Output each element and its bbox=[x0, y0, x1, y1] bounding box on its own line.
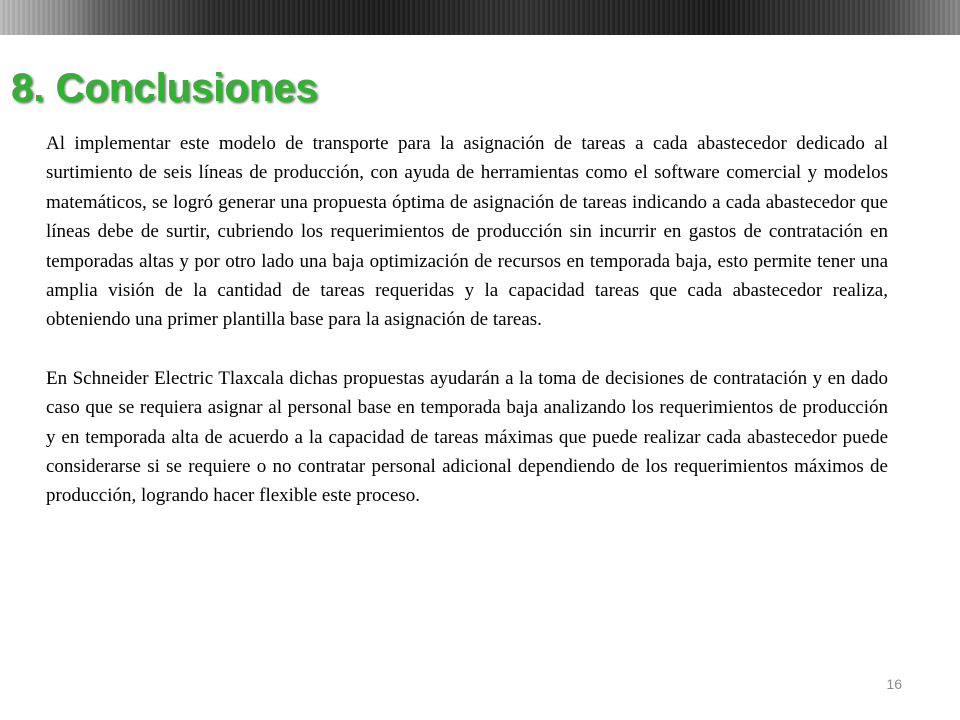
slide-body bbox=[46, 129, 888, 511]
page-number: 16 bbox=[886, 676, 902, 692]
conclusion-paragraph-1: Al implementar este modelo de transporte para la asignación de tareas a cada abastecedor dedicado al surtimiento de seis líneas de producción, con ayuda de herramientas como el software comercial y modelos matemáticos, se logró generar una propuesta óptima de asignación de tareas indicando a cada abastecedor que líneas debe de surtir, cubriendo los requerimientos de producción sin incurrir en gastos de contratación en temporadas altas y por otro lado una baja optimización de recursos en temporada baja, esto permite tener una amplia visión de la cantidad de tareas requeridas y la capacidad tareas que cada abastecedor realiza, obteniendo una primer plantilla base para la asignación de tareas. bbox=[46, 133, 888, 331]
top-banner-decoration bbox=[0, 0, 960, 35]
slide-title: 8. Conclusiones bbox=[11, 66, 318, 110]
conclusion-paragraph-2: En Schneider Electric Tlaxcala dichas propuestas ayudarán a la toma de decisiones de contratación y en dado caso que se requiera asignar al personal base en temporada baja analizando los requerimientos de producción y en temporada alta de acuerdo a la capacidad de tareas máximas que puede realizar cada abastecedor puede considerarse si se requiere o no contratar personal adicional dependiendo de los requerimientos máximos de producción, logrando hacer flexible este proceso. bbox=[46, 367, 888, 507]
